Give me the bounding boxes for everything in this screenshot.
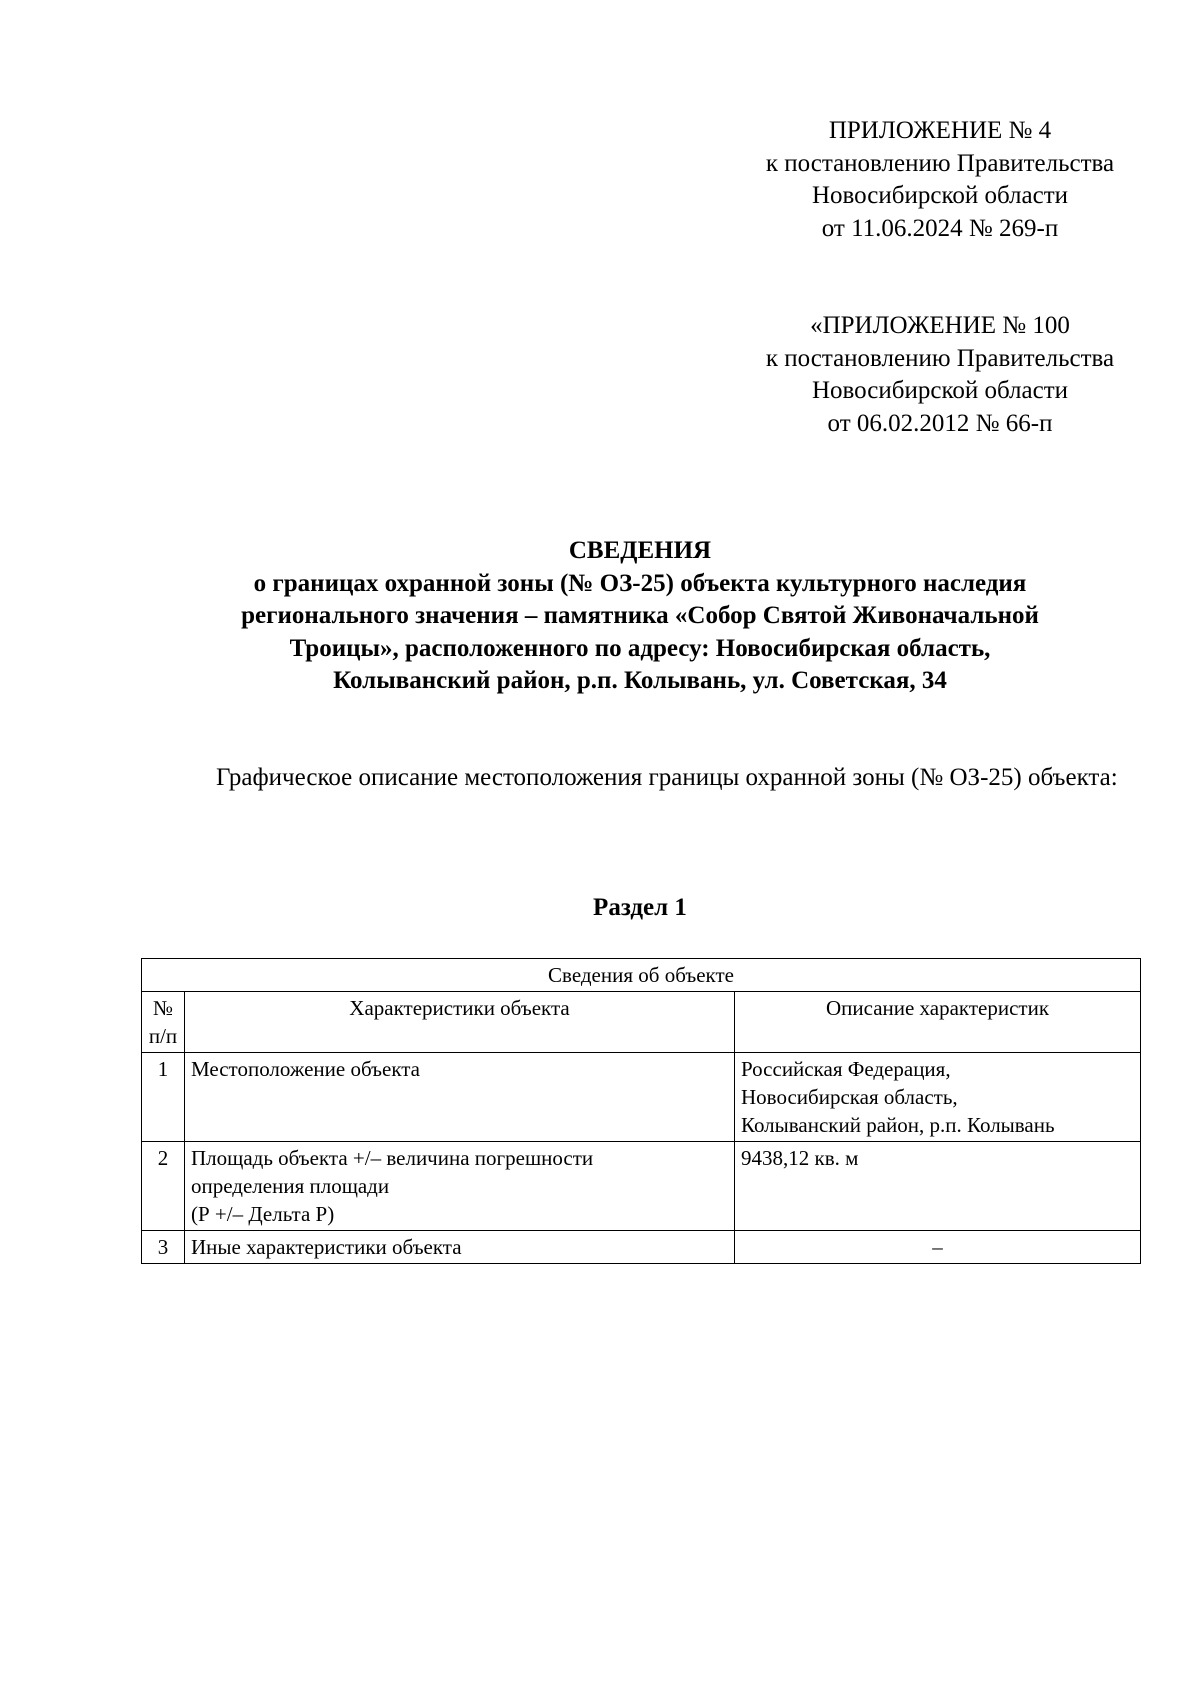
cell-line: определения площади bbox=[191, 1174, 390, 1198]
cell-line: (Р +/– Дельта Р) bbox=[191, 1202, 335, 1226]
cell-line: – bbox=[932, 1235, 943, 1259]
title-line: регионального значения – памятника «Собор Святой Живоначальной bbox=[241, 602, 1039, 629]
intro-paragraph bbox=[141, 762, 1139, 795]
table-caption: Сведения об объекте bbox=[142, 959, 1141, 992]
row-description bbox=[735, 1053, 1141, 1142]
title-line: Троицы», расположенного по адресу: Новосибирская область, bbox=[289, 634, 991, 662]
appendix-current-header bbox=[740, 115, 1140, 245]
section-title: Раздел 1 bbox=[593, 894, 687, 921]
header-description: Описание характеристик bbox=[735, 992, 1141, 1053]
cell-line: 9438,12 кв. м bbox=[741, 1146, 859, 1170]
intro-text: Графическое описание местоположения границы охранной зоны (№ ОЗ-25) объекта: bbox=[216, 764, 1118, 791]
title-line: Колыванский район, р.п. Колывань, ул. Советская, 34 bbox=[333, 667, 947, 694]
cell-line: Иные характеристики объекта bbox=[191, 1235, 462, 1259]
table-row bbox=[142, 1142, 1141, 1231]
header-num bbox=[142, 992, 185, 1053]
appendix-original-header bbox=[740, 310, 1140, 440]
row-characteristic bbox=[185, 1231, 735, 1264]
row-num: 3 bbox=[142, 1231, 185, 1264]
object-info-table bbox=[141, 958, 1141, 1264]
cell-line: Новосибирская область, bbox=[741, 1085, 958, 1109]
title-line: СВЕДЕНИЯ bbox=[568, 537, 712, 564]
appendix-line: ПРИЛОЖЕНИЕ № 4 bbox=[828, 117, 1052, 144]
row-description bbox=[735, 1231, 1141, 1264]
row-characteristic bbox=[185, 1053, 735, 1142]
table-row bbox=[142, 1053, 1141, 1142]
appendix-line: Новосибирской области bbox=[811, 182, 1069, 209]
document-title bbox=[140, 535, 1140, 698]
row-num: 1 bbox=[142, 1053, 185, 1142]
appendix-line: Новосибирской области bbox=[811, 377, 1069, 404]
table-caption-row bbox=[142, 959, 1141, 992]
cell-line: Колыванский район, р.п. Колывань bbox=[741, 1113, 1055, 1137]
header-num-line: № bbox=[152, 996, 174, 1020]
row-num: 2 bbox=[142, 1142, 185, 1231]
table-row bbox=[142, 1231, 1141, 1264]
appendix-line: к постановлению Правительства bbox=[765, 344, 1115, 372]
title-line: о границах охранной зоны (№ ОЗ-25) объекта культурного наследия bbox=[253, 569, 1027, 597]
table-header-row bbox=[142, 992, 1141, 1053]
cell-line: Российская Федерация, bbox=[741, 1057, 951, 1081]
appendix-line: от 06.02.2012 № 66-п bbox=[827, 409, 1053, 437]
cell-line: Местоположение объекта bbox=[191, 1057, 421, 1081]
appendix-line: к постановлению Правительства bbox=[765, 149, 1115, 177]
header-characteristic: Характеристики объекта bbox=[185, 992, 735, 1053]
row-characteristic bbox=[185, 1142, 735, 1231]
appendix-line: «ПРИЛОЖЕНИЕ № 100 bbox=[810, 312, 1070, 339]
header-num-line: п/п bbox=[148, 1024, 178, 1048]
cell-line: Площадь объекта +/– величина погрешности bbox=[191, 1146, 594, 1170]
appendix-line: от 11.06.2024 № 269-п bbox=[821, 214, 1059, 242]
row-description bbox=[735, 1142, 1141, 1231]
